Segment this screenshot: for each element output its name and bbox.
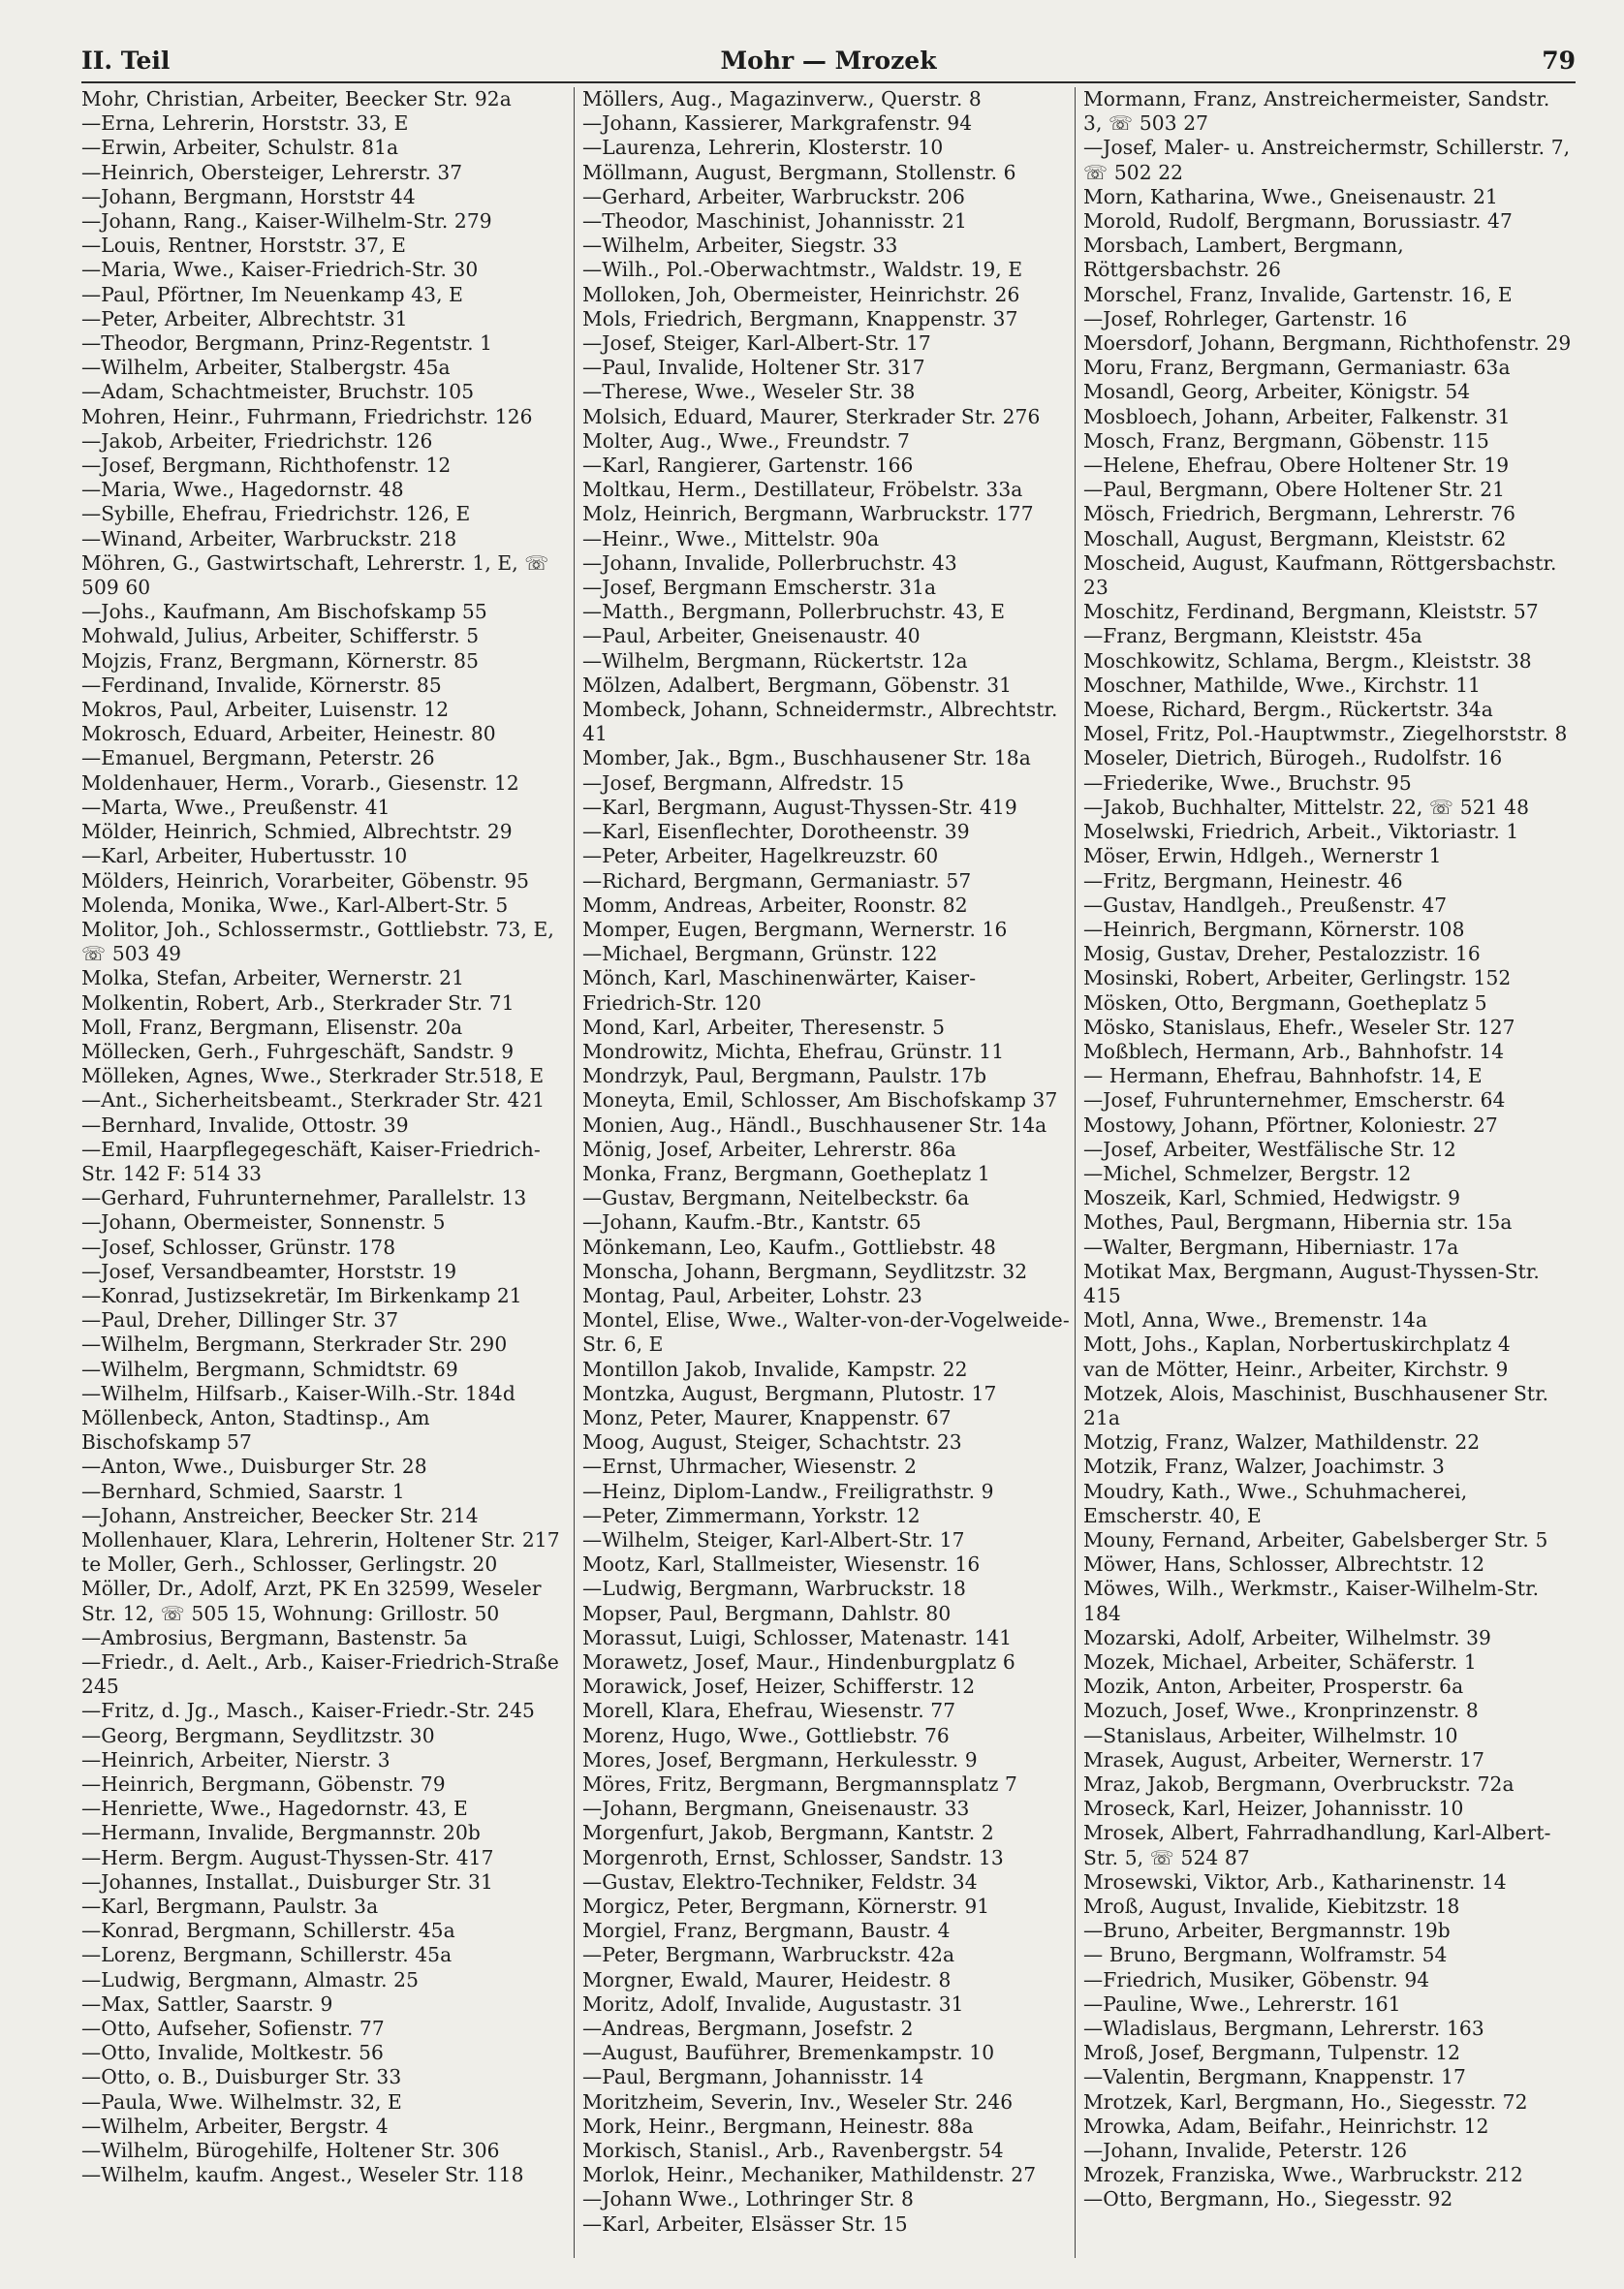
directory-entry: Mores, Josef, Bergmann, Herkulesstr. 9	[582, 1747, 978, 1772]
directory-entry: —Michel, Schmelzer, Bergstr. 12	[1083, 1161, 1412, 1185]
directory-entry: —Wilhelm, Steiger, Karl-Albert-Str. 17	[582, 1527, 965, 1552]
directory-entry: —Walter, Bergmann, Hiberniastr. 17a	[1083, 1235, 1459, 1259]
directory-entry: —Gerhard, Fuhrunternehmer, Parallelstr. 13	[81, 1186, 527, 1210]
directory-entry: Moneyta, Emil, Schlosser, Am Bischofskamp 37	[582, 1088, 1058, 1113]
directory-entry: Moru, Franz, Bergmann, Germaniastr. 63a	[1083, 356, 1511, 380]
directory-entry: —Johann, Obermeister, Sonnenstr. 5	[81, 1210, 446, 1235]
directory-entry: Molenda, Monika, Wwe., Karl-Albert-Str. 5	[81, 893, 509, 917]
directory-entry: Mohwald, Julius, Arbeiter, Schifferstr. 5	[81, 624, 480, 648]
directory-entry: Morgenroth, Ernst, Schlosser, Sandstr. 13	[582, 1845, 1004, 1869]
directory-entry: —Otto, Aufseher, Sofienstr. 77	[81, 2017, 385, 2041]
directory-entry: —Ant., Sicherheitsbeamt., Sterkrader Str. 421	[81, 1088, 546, 1113]
directory-entry: Mösko, Stanislaus, Ehefr., Weseler Str. 127	[1083, 1015, 1515, 1039]
directory-entry: —Paula, Wwe. Wilhelmstr. 32, E	[81, 2089, 402, 2114]
directory-entry: Mott, Johs., Kaplan, Norbertuskirchplatz 4	[1083, 1333, 1511, 1357]
directory-entry: Mormann, Franz, Anstreichermeister, Sandstr. 3, ☏ 503 27	[1083, 87, 1550, 136]
directory-entry: Mönch, Karl, Maschinenwärter, Kaiser-Friedrich-Str. 120	[582, 966, 977, 1015]
directory-entry: — Hermann, Ehefrau, Bahnhofstr. 14, E	[1083, 1064, 1483, 1088]
directory-entry: —Josef, Bergmann, Richthofenstr. 12	[81, 454, 452, 478]
directory-entry: —Johann, Kassierer, Markgrafenstr. 94	[582, 111, 973, 136]
directory-entry: Mrasek, August, Arbeiter, Wernerstr. 17	[1083, 1747, 1485, 1772]
directory-entry: Moschall, August, Bergmann, Kleiststr. 62	[1083, 526, 1507, 550]
directory-entry: —Josef, Fuhrunternehmer, Emscherstr. 64	[1083, 1088, 1506, 1113]
header-rule	[81, 81, 1576, 83]
directory-entry: Mork, Heinr., Bergmann, Heinestr. 88a	[582, 2114, 974, 2138]
directory-entry: —Otto, Invalide, Moltkestr. 56	[81, 2041, 384, 2065]
directory-entry: —Matth., Bergmann, Pollerbruchstr. 43, E	[582, 600, 1006, 624]
directory-entry: Mozarski, Adolf, Arbeiter, Wilhelmstr. 39	[1083, 1625, 1491, 1649]
directory-entry: —Erna, Lehrerin, Horststr. 33, E	[81, 111, 409, 136]
directory-entry: Mohren, Heinr., Fuhrmann, Friedrichstr. 126	[81, 404, 533, 428]
directory-entry: Motikat Max, Bergmann, August-Thyssen-Str. 415	[1083, 1259, 1540, 1307]
directory-entry: te Moller, Gerh., Schlosser, Gerlingstr. 20	[81, 1552, 498, 1577]
directory-entry: —Johann, Invalide, Peterstr. 126	[1083, 2139, 1408, 2163]
directory-entry: —Karl, Eisenflechter, Dorotheenstr. 39	[582, 820, 970, 844]
directory-entry: Mombeck, Johann, Schneidermstr., Albrechtstr. 41	[582, 698, 1058, 746]
directory-entry: Möllmann, August, Bergmann, Stollenstr. 6	[582, 160, 1016, 184]
directory-entry: Möres, Fritz, Bergmann, Bergmannsplatz 7	[582, 1772, 1018, 1797]
directory-entry: —Emil, Haarpflegegeschäft, Kaiser-Friedrich-Str. 142 F: 514 33	[81, 1137, 541, 1185]
directory-entry: —Karl, Arbeiter, Hubertusstr. 10	[81, 844, 408, 868]
directory-entry: —Josef, Rohrleger, Gartenstr. 16	[1083, 306, 1408, 330]
directory-entry: Moritz, Adolf, Invalide, Augustastr. 31	[582, 1991, 964, 2016]
directory-entry: Moog, August, Steiger, Schachtstr. 23	[582, 1430, 962, 1455]
directory-entry: —Jakob, Arbeiter, Friedrichstr. 126	[81, 428, 433, 453]
directory-entry: Montzka, August, Bergmann, Plutostr. 17	[582, 1381, 997, 1405]
directory-entry: —Fritz, Bergmann, Heinestr. 46	[1083, 868, 1403, 893]
directory-entry: —Theodor, Maschinist, Johannisstr. 21	[582, 209, 967, 234]
directory-entry: Mozuch, Josef, Wwe., Kronprinzenstr. 8	[1083, 1699, 1479, 1723]
directory-entry: Moszeik, Karl, Schmied, Hedwigstr. 9	[1083, 1186, 1461, 1210]
directory-entry: Morassut, Luigi, Schlosser, Matenastr. 141	[582, 1625, 1013, 1649]
directory-entry: —Heinz, Diplom-Landw., Freiligrathstr. 9	[582, 1479, 994, 1503]
directory-entry: Mrowka, Adam, Beifahr., Heinrichstr. 12	[1083, 2114, 1489, 2138]
directory-entry: Mozik, Anton, Arbeiter, Prosperstr. 6a	[1083, 1675, 1464, 1699]
directory-entry: —Heinrich, Obersteiger, Lehrerstr. 37	[81, 160, 463, 184]
directory-entry: Morawetz, Josef, Maur., Hindenburgplatz 6	[582, 1650, 1015, 1674]
page-number: 79	[1542, 47, 1576, 75]
directory-entry: Montag, Paul, Arbeiter, Lohstr. 23	[582, 1283, 922, 1307]
directory-entry: —Max, Sattler, Saarstr. 9	[81, 1991, 333, 2016]
directory-entry: —Michael, Bergmann, Grünstr. 122	[582, 942, 938, 966]
directory-entry: Mölzen, Adalbert, Bergmann, Göbenstr. 31	[582, 673, 1013, 697]
directory-entry: —Josef, Schlosser, Grünstr. 178	[81, 1235, 396, 1259]
directory-entry: Möwer, Hans, Schlosser, Albrechtstr. 12	[1083, 1552, 1485, 1577]
directory-entry: —Johs., Kaufmann, Am Bischofskamp 55	[81, 600, 487, 624]
directory-entry: Mosbloech, Johann, Arbeiter, Falkenstr. 31	[1083, 404, 1511, 428]
directory-entry: Mölders, Heinrich, Vorarbeiter, Göbenstr. 95	[81, 868, 530, 893]
directory-entry: —Maria, Wwe., Hagedornstr. 48	[81, 478, 404, 502]
directory-entry: Moschitz, Ferdinand, Bergmann, Kleiststr. 57	[1083, 600, 1539, 624]
directory-entry: —Valentin, Bergmann, Knappenstr. 17	[1083, 2065, 1466, 2089]
directory-entry: —Josef, Bergmann, Alfredstr. 15	[582, 770, 905, 795]
directory-entry: Moudry, Kath., Wwe., Schuhmacherei, Emscherstr. 40, E	[1083, 1479, 1468, 1527]
directory-entry: Möllers, Aug., Magazinverw., Querstr. 8	[582, 87, 982, 110]
directory-entry: —Wilhelm, Bergmann, Rückertstr. 12a	[582, 648, 968, 673]
directory-entry: —Johann, Kaufm.-Btr., Kantstr. 65	[582, 1210, 921, 1235]
directory-entry: Molter, Aug., Wwe., Freundstr. 7	[582, 428, 910, 453]
directory-entry: —Ambrosius, Bergmann, Bastenstr. 5a	[81, 1625, 468, 1649]
directory-entry: Möllecken, Gerh., Fuhrgeschäft, Sandstr. 9	[81, 1039, 515, 1063]
directory-entry: Mölder, Heinrich, Schmied, Albrechtstr. 29	[81, 820, 513, 844]
directory-entry: Mondrzyk, Paul, Bergmann, Paulstr. 17b	[582, 1064, 987, 1088]
directory-entry: —Johann, Rang., Kaiser-Wilhelm-Str. 279	[81, 209, 492, 234]
directory-entry: Morell, Klara, Ehefrau, Wiesenstr. 77	[582, 1699, 956, 1723]
directory-entry: Motzig, Franz, Walzer, Mathildenstr. 22	[1083, 1430, 1481, 1455]
directory-entry: —Konrad, Justizsekretär, Im Birkenkamp 21	[81, 1283, 522, 1307]
directory-entry: —Ferdinand, Invalide, Körnerstr. 85	[81, 673, 442, 697]
directory-entry: Moll, Franz, Bergmann, Elisenstr. 20a	[81, 1015, 463, 1039]
directory-entry: Morschel, Franz, Invalide, Gartenstr. 16, E	[1083, 282, 1513, 306]
directory-entry: —Henriette, Wwe., Hagedornstr. 43, E	[81, 1797, 468, 1821]
columns	[81, 87, 1576, 2258]
directory-entry: Molkentin, Robert, Arb., Sterkrader Str. 71	[81, 990, 515, 1015]
directory-entry: —Paul, Bergmann, Johannisstr. 14	[582, 2065, 924, 2089]
column-2	[574, 87, 1075, 2258]
directory-entry: —Peter, Arbeiter, Albrechtstr. 31	[81, 306, 408, 330]
directory-entry: Morgicz, Peter, Bergmann, Körnerstr. 91	[582, 1895, 990, 1919]
directory-entry: —Karl, Rangierer, Gartenstr. 166	[582, 454, 914, 478]
directory-entry: Mond, Karl, Arbeiter, Theresenstr. 5	[582, 1015, 946, 1039]
directory-entry: Mösken, Otto, Bergmann, Goetheplatz 5	[1083, 990, 1487, 1015]
directory-entry: Morgenfurt, Jakob, Bergmann, Kantstr. 2	[582, 1821, 994, 1845]
directory-entry: —Wladislaus, Bergmann, Lehrerstr. 163	[1083, 2017, 1484, 2041]
directory-entry: Mosandl, Georg, Arbeiter, Königstr. 54	[1083, 380, 1471, 404]
directory-entry: —Heinr., Wwe., Mittelstr. 90a	[582, 526, 880, 550]
directory-entry: —Herm. Bergm. August-Thyssen-Str. 417	[81, 1845, 494, 1869]
directory-entry: —Friedr., d. Aelt., Arb., Kaiser-Friedrich-Straße 245	[81, 1650, 559, 1699]
directory-entry: Motzek, Alois, Maschinist, Buschhausener Str. 21a	[1083, 1381, 1549, 1429]
directory-entry: —Georg, Bergmann, Seydlitzstr. 30	[81, 1723, 435, 1747]
directory-entry: —Heinrich, Arbeiter, Nierstr. 3	[81, 1747, 390, 1772]
directory-entry: —Fritz, d. Jg., Masch., Kaiser-Friedr.-Str. 245	[81, 1699, 535, 1723]
directory-entry: —Gustav, Bergmann, Neitelbeckstr. 6a	[582, 1186, 970, 1210]
directory-entry: Molka, Stefan, Arbeiter, Wernerstr. 21	[81, 966, 465, 990]
directory-entry: Mondrowitz, Michta, Ehefrau, Grünstr. 11	[582, 1039, 1005, 1063]
directory-entry: —Josef, Arbeiter, Westfälische Str. 12	[1083, 1137, 1456, 1161]
directory-entry: Mönig, Josef, Arbeiter, Lehrerstr. 86a	[582, 1137, 956, 1161]
directory-entry: Mosig, Gustav, Dreher, Pestalozzistr. 16	[1083, 942, 1481, 966]
directory-entry: Moersdorf, Johann, Bergmann, Richthofenstr. 29	[1083, 331, 1572, 356]
directory-entry: —Anton, Wwe., Duisburger Str. 28	[81, 1455, 427, 1479]
directory-entry: —Gerhard, Arbeiter, Warbruckstr. 206	[582, 184, 965, 208]
directory-entry: Monz, Peter, Maurer, Knappenstr. 67	[582, 1405, 952, 1429]
directory-entry: Mroß, August, Invalide, Kiebitzstr. 18	[1083, 1895, 1460, 1919]
directory-entry: —Helene, Ehefrau, Obere Holtener Str. 19	[1083, 454, 1510, 478]
directory-entry: Molz, Heinrich, Bergmann, Warbruckstr. 177	[582, 502, 1034, 526]
directory-entry: Momper, Eugen, Bergmann, Wernerstr. 16	[582, 917, 1008, 941]
directory-entry: Mozek, Michael, Arbeiter, Schäferstr. 1	[1083, 1650, 1477, 1674]
directory-entry: Morold, Rudolf, Bergmann, Borussiastr. 47	[1083, 209, 1513, 234]
directory-entry: Mothes, Paul, Bergmann, Hibernia str. 15a	[1083, 1210, 1513, 1235]
directory-entry: —Wilh., Pol.-Oberwachtmstr., Waldstr. 19, E	[582, 258, 1023, 282]
directory-entry: —Karl, Arbeiter, Elsässer Str. 15	[582, 2211, 908, 2236]
directory-entry: —Wilhelm, kaufm. Angest., Weseler Str. 118	[81, 2163, 524, 2187]
directory-entry: Moschner, Mathilde, Wwe., Kirchstr. 11	[1083, 673, 1482, 697]
directory-entry: Möhren, G., Gastwirtschaft, Lehrerstr. 1, E, ☏ 509 60	[81, 550, 549, 600]
directory-entry: Morn, Katharina, Wwe., Gneisenaustr. 21	[1083, 184, 1498, 208]
directory-entry: Moschkowitz, Schlama, Bergm., Kleiststr. 38	[1083, 648, 1532, 673]
page-header	[81, 43, 1576, 79]
directory-entry: Montillon Jakob, Invalide, Kampstr. 22	[582, 1357, 968, 1381]
directory-entry: Mollenhauer, Klara, Lehrerin, Holtener Str. 217	[81, 1527, 560, 1552]
directory-entry: —Jakob, Buchhalter, Mittelstr. 22, ☏ 521 48	[1083, 795, 1530, 819]
directory-entry: Mrozek, Franziska, Wwe., Warbruckstr. 212	[1083, 2163, 1523, 2187]
directory-entry: —Peter, Bergmann, Warbruckstr. 42a	[582, 1943, 955, 1967]
directory-entry: van de Mötter, Heinr., Arbeiter, Kirchstr. 9	[1083, 1357, 1509, 1381]
directory-entry: —Bernhard, Schmied, Saarstr. 1	[81, 1479, 405, 1503]
directory-entry: —Stanislaus, Arbeiter, Wilhelmstr. 10	[1083, 1723, 1458, 1747]
section-label: II. Teil	[81, 47, 171, 75]
directory-entry: —Peter, Arbeiter, Hagelkreuzstr. 60	[582, 844, 939, 868]
directory-entry: —Ernst, Uhrmacher, Wiesenstr. 2	[582, 1455, 918, 1479]
directory-entry: —Paul, Invalide, Holtener Str. 317	[582, 356, 925, 380]
directory-entry: Montel, Elise, Wwe., Walter-von-der-Vogelweide-Str. 6, E	[582, 1308, 1070, 1357]
directory-entry: Monien, Aug., Händl., Buschhausener Str. 14a	[582, 1113, 1047, 1137]
directory-entry: Mroseck, Karl, Heizer, Johannisstr. 10	[1083, 1797, 1464, 1821]
directory-entry: —Winand, Arbeiter, Warbruckstr. 218	[81, 526, 457, 550]
directory-entry: Mosch, Franz, Bergmann, Göbenstr. 115	[1083, 428, 1489, 453]
directory-entry: Mosinski, Robert, Arbeiter, Gerlingstr. 152	[1083, 966, 1512, 990]
directory-entry: Molitor, Joh., Schlossermstr., Gottliebstr. 73, E, ☏ 503 49	[81, 917, 554, 966]
directory-entry: —Gustav, Handlgeh., Preußenstr. 47	[1083, 893, 1448, 917]
directory-entry: Moseler, Dietrich, Bürogeh., Rudolfstr. 16	[1083, 746, 1503, 770]
directory-entry: Morsbach, Lambert, Bergmann, Röttgersbachstr. 26	[1083, 234, 1404, 282]
directory-entry: Monscha, Johann, Bergmann, Seydlitzstr. 32	[582, 1259, 1028, 1283]
directory-entry: —Otto, Bergmann, Ho., Siegesstr. 92	[1083, 2187, 1453, 2211]
directory-entry: —Emanuel, Bergmann, Peterstr. 26	[81, 746, 435, 770]
directory-entry: Mrosek, Albert, Fahrradhandlung, Karl-Albert-Str. 5, ☏ 524 87	[1083, 1821, 1551, 1869]
directory-entry: —Friederike, Wwe., Bruchstr. 95	[1083, 770, 1412, 795]
column-3	[1075, 87, 1576, 2258]
directory-entry: —Franz, Bergmann, Kleiststr. 45a	[1083, 624, 1422, 648]
directory-entry: Moritzheim, Severin, Inv., Weseler Str. 246	[582, 2089, 1014, 2114]
directory-entry: —Otto, o. B., Duisburger Str. 33	[81, 2065, 402, 2089]
directory-entry: —Adam, Schachtmeister, Bruchstr. 105	[81, 380, 475, 404]
directory-entry: —August, Bauführer, Bremenkampstr. 10	[582, 2041, 995, 2065]
directory-entry: — Bruno, Bergmann, Wolframstr. 54	[1083, 1943, 1448, 1967]
directory-entry: —Johann, Bergmann, Gneisenaustr. 33	[582, 1797, 970, 1821]
directory-entry: Mojzis, Franz, Bergmann, Körnerstr. 85	[81, 648, 480, 673]
directory-entry: —Josef, Steiger, Karl-Albert-Str. 17	[582, 331, 931, 356]
directory-entry: —Pauline, Wwe., Lehrerstr. 161	[1083, 1991, 1401, 2016]
directory-entry: Mopser, Paul, Bergmann, Dahlstr. 80	[582, 1601, 952, 1625]
directory-entry: Morenz, Hugo, Wwe., Gottliebstr. 76	[582, 1723, 950, 1747]
directory-entry: —Bernhard, Invalide, Ottostr. 39	[81, 1113, 409, 1137]
directory-entry: Mokrosch, Eduard, Arbeiter, Heinestr. 80	[81, 722, 496, 746]
directory-entry: Moldenhauer, Herm., Vorarb., Giesenstr. 12	[81, 770, 519, 795]
directory-entry: —Wilhelm, Bergmann, Schmidtstr. 69	[81, 1357, 458, 1381]
directory-entry: Möllenbeck, Anton, Stadtinsp., Am Bischofskamp 57	[81, 1405, 430, 1455]
directory-entry: Möller, Dr., Adolf, Arzt, PK En 32599, Weseler Str. 12, ☏ 505 15, Wohnung: Grillostr. 50	[81, 1577, 542, 1625]
directory-entry: Motzik, Franz, Walzer, Joachimstr. 3	[1083, 1455, 1445, 1479]
directory-entry: —Heinrich, Bergmann, Göbenstr. 79	[81, 1772, 446, 1797]
directory-entry: Mroß, Josef, Bergmann, Tulpenstr. 12	[1083, 2041, 1461, 2065]
directory-entry: Möwes, Wilh., Werkmstr., Kaiser-Wilhelm-Str. 184	[1083, 1577, 1540, 1625]
directory-entry: —Maria, Wwe., Kaiser-Friedrich-Str. 30	[81, 258, 479, 282]
directory-entry: Mölleken, Agnes, Wwe., Sterkrader Str.518, E	[81, 1064, 545, 1088]
directory-entry: —Johannes, Installat., Duisburger Str. 31	[81, 1869, 493, 1894]
directory-entry: —Paul, Dreher, Dillinger Str. 37	[81, 1308, 399, 1333]
directory-entry: —Sybille, Ehefrau, Friedrichstr. 126, E	[81, 502, 471, 526]
directory-entry: —Theodor, Bergmann, Prinz-Regentstr. 1	[81, 331, 493, 356]
directory-entry: —Peter, Zimmermann, Yorkstr. 12	[582, 1503, 921, 1527]
directory-entry: Morkisch, Stanisl., Arb., Ravenbergstr. 54	[582, 2139, 1004, 2163]
directory-entry: Mokros, Paul, Arbeiter, Luisenstr. 12	[81, 698, 450, 722]
directory-entry: Morgner, Ewald, Maurer, Heidestr. 8	[582, 1967, 952, 1991]
directory-entry: Moese, Richard, Bergm., Rückertstr. 34a	[1083, 698, 1493, 722]
directory-entry: Moltkau, Herm., Destillateur, Fröbelstr. 33a	[582, 478, 1023, 502]
directory-entry: Morgiel, Franz, Bergmann, Baustr. 4	[582, 1919, 951, 1943]
directory-entry: —Wilhelm, Arbeiter, Stalbergstr. 45a	[81, 356, 451, 380]
directory-entry: —Heinrich, Bergmann, Körnerstr. 108	[1083, 917, 1465, 941]
column-1	[81, 87, 574, 2258]
directory-entry: —Josef, Versandbeamter, Horststr. 19	[81, 1259, 457, 1283]
directory-entry: —Josef, Bergmann Emscherstr. 31a	[582, 576, 937, 600]
directory-entry: Mraz, Jakob, Bergmann, Overbruckstr. 72a	[1083, 1772, 1515, 1797]
directory-entry: —Therese, Wwe., Weseler Str. 38	[582, 380, 916, 404]
directory-entry: —Paul, Arbeiter, Gneisenaustr. 40	[582, 624, 921, 648]
directory-entry: Morawick, Josef, Heizer, Schifferstr. 12	[582, 1675, 976, 1699]
directory-entry: —Wilhelm, Bürogehilfe, Holtener Str. 306	[81, 2139, 500, 2163]
directory-entry: —Paul, Pförtner, Im Neuenkamp 43, E	[81, 282, 463, 306]
directory-entry: —Karl, Bergmann, Paulstr. 3a	[81, 1895, 379, 1919]
directory-entry: —Marta, Wwe., Preußenstr. 41	[81, 795, 390, 819]
directory-entry: Mootz, Karl, Stallmeister, Wiesenstr. 16	[582, 1552, 981, 1577]
directory-entry: —Johann, Bergmann, Horststr 44	[81, 184, 416, 208]
directory-entry: —Wilhelm, Hilfsarb., Kaiser-Wilh.-Str. 184d	[81, 1381, 515, 1405]
directory-entry: Mrosewski, Viktor, Arb., Katharinenstr. 14	[1083, 1869, 1507, 1894]
directory-entry: Motl, Anna, Wwe., Bremenstr. 14a	[1083, 1308, 1428, 1333]
directory-entry: Momm, Andreas, Arbeiter, Roonstr. 82	[582, 893, 968, 917]
directory-entry: Moßblech, Hermann, Arb., Bahnhofstr. 14	[1083, 1039, 1505, 1063]
directory-entry: —Wilhelm, Arbeiter, Bergstr. 4	[81, 2114, 389, 2138]
directory-entry: —Lorenz, Bergmann, Schillerstr. 45a	[81, 1943, 453, 1967]
directory-entry: Morlok, Heinr., Mechaniker, Mathildenstr. 27	[582, 2163, 1037, 2187]
directory-entry: —Konrad, Bergmann, Schillerstr. 45a	[81, 1919, 455, 1943]
directory-entry: Moscheid, August, Kaufmann, Röttgersbachstr. 23	[1083, 550, 1557, 600]
directory-entry: —Johann, Anstreicher, Beecker Str. 214	[81, 1503, 479, 1527]
directory-entry: —Friedrich, Musiker, Göbenstr. 94	[1083, 1967, 1430, 1991]
directory-entry: —Karl, Bergmann, August-Thyssen-Str. 419	[582, 795, 1017, 819]
directory-entry: Molsich, Eduard, Maurer, Sterkrader Str. 276	[582, 404, 1041, 428]
directory-entry: Mösch, Friedrich, Bergmann, Lehrerstr. 76	[1083, 502, 1516, 526]
directory-entry: —Johann, Invalide, Pollerbruchstr. 43	[582, 550, 957, 575]
directory-entry: Monka, Franz, Bergmann, Goetheplatz 1	[582, 1161, 990, 1185]
directory-entry: Mouny, Fernand, Arbeiter, Gabelsberger Str. 5	[1083, 1527, 1548, 1552]
directory-entry: Mrotzek, Karl, Bergmann, Ho., Siegesstr. 72	[1083, 2089, 1528, 2114]
directory-entry: Mostowy, Johann, Pförtner, Koloniestr. 27	[1083, 1113, 1498, 1137]
directory-entry: —Ludwig, Bergmann, Almastr. 25	[81, 1967, 420, 1991]
directory-entry: Momber, Jak., Bgm., Buschhausener Str. 18a	[582, 746, 1031, 770]
directory-entry: —Gustav, Elektro-Techniker, Feldstr. 34	[582, 1869, 978, 1894]
directory-entry: Mosel, Fritz, Pol.-Hauptwmstr., Ziegelhorststr. 8	[1083, 722, 1568, 746]
directory-entry: —Ludwig, Bergmann, Warbruckstr. 18	[582, 1577, 966, 1601]
directory-entry: Moselwski, Friedrich, Arbeit., Viktoriastr. 1	[1083, 820, 1519, 844]
directory-entry: —Louis, Rentner, Horststr. 37, E	[81, 234, 406, 258]
directory-entry: Möser, Erwin, Hdlgeh., Wernerstr 1	[1083, 844, 1442, 868]
directory-entry: Mols, Friedrich, Bergmann, Knappenstr. 37	[582, 306, 1018, 330]
directory-entry: —Laurenza, Lehrerin, Klosterstr. 10	[582, 136, 944, 160]
directory-entry: Molloken, Joh, Obermeister, Heinrichstr. 26	[582, 282, 1020, 306]
directory-entry: —Johann Wwe., Lothringer Str. 8	[582, 2187, 914, 2211]
directory-entry: —Andreas, Bergmann, Josefstr. 2	[582, 2017, 914, 2041]
directory-entry: —Hermann, Invalide, Bergmannstr. 20b	[81, 1821, 481, 1845]
directory-entry: —Wilhelm, Arbeiter, Siegstr. 33	[582, 234, 898, 258]
directory-entry: Mohr, Christian, Arbeiter, Beecker Str. 92a	[81, 87, 512, 110]
directory-entry: —Bruno, Arbeiter, Bergmannstr. 19b	[1083, 1919, 1451, 1943]
directory-entry: —Erwin, Arbeiter, Schulstr. 81a	[81, 136, 399, 160]
directory-entry: Mönkemann, Leo, Kaufm., Gottliebstr. 48	[582, 1235, 996, 1259]
page-range-title: Mohr — Mrozek	[720, 47, 937, 75]
directory-entry: —Paul, Bergmann, Obere Holtener Str. 21	[1083, 478, 1506, 502]
directory-entry: —Richard, Bergmann, Germaniastr. 57	[582, 868, 972, 893]
directory-entry: —Josef, Maler- u. Anstreichermstr, Schillerstr. 7, ☏ 502 22	[1083, 136, 1571, 184]
directory-entry: —Wilhelm, Bergmann, Sterkrader Str. 290	[81, 1333, 508, 1357]
